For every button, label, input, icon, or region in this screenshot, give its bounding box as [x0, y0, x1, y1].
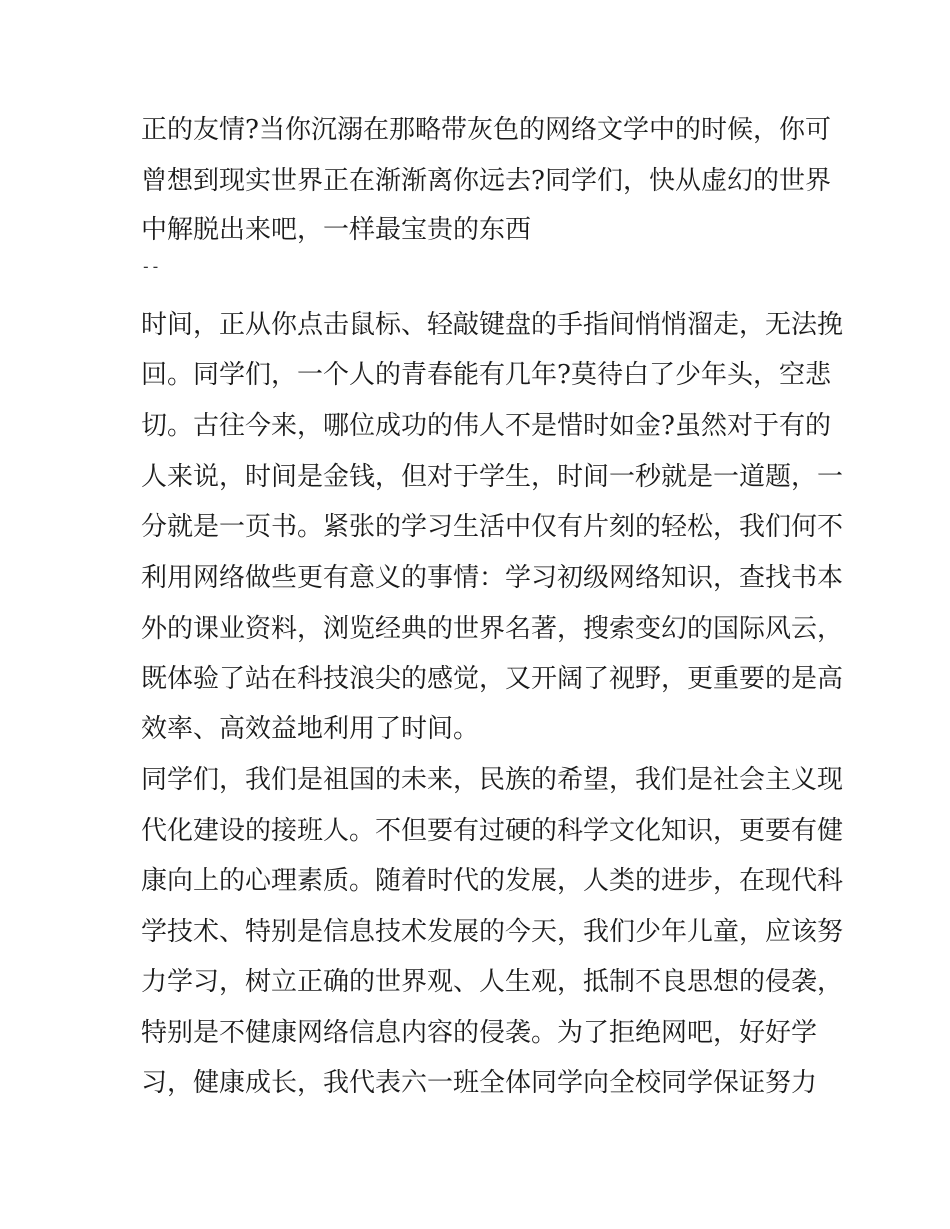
text-line: 特别是不健康网络信息内容的侵袭。为了拒绝网吧，好好学	[141, 1018, 818, 1048]
text-line: 学技术、特别是信息技术发展的今天，我们少年儿童，应该努	[141, 917, 844, 947]
text-line: 时间，正从你点击鼠标、轻敲键盘的手指间悄悄溜走，无法挽	[141, 310, 844, 340]
text-line: 利用网络做些更有意义的事情：学习初级网络知识，查找书本	[141, 563, 844, 593]
text-line: 中解脱出来吧，一样最宝贵的东西	[141, 215, 532, 245]
text-line: 既体验了站在科技浪尖的感觉，又开阔了视野，更重要的是高	[141, 664, 844, 694]
text-line: 人来说，时间是金钱，但对于学生，时间一秒就是一道题，一	[141, 462, 844, 492]
text-line: 习，健康成长，我代表六一班全体同学向全校同学保证努力	[141, 1068, 818, 1098]
text-line: 效率、高效益地利用了时间。	[141, 714, 480, 744]
text-line: 力学习，树立正确的世界观、人生观，抵制不良思想的侵袭，	[141, 967, 844, 997]
text-line: 康向上的心理素质。随着时代的发展，人类的进步，在现代科	[141, 866, 844, 896]
text-line: 曾想到现实世界正在渐渐离你远去?同学们，快从虚幻的世界	[141, 166, 831, 196]
separator-line: --	[141, 257, 161, 276]
text-line: 切。古往今来，哪位成功的伟人不是惜时如金?虽然对于有的	[141, 411, 831, 441]
text-line: 外的课业资料，浏览经典的世界名著，搜索变幻的国际风云，	[141, 614, 844, 644]
text-line: 分就是一页书。紧张的学习生活中仅有片刻的轻松，我们何不	[141, 512, 844, 542]
text-line: 代化建设的接班人。不但要有过硬的科学文化知识，更要有健	[141, 816, 844, 846]
text-line: 正的友情?当你沉溺在那略带灰色的网络文学中的时候，你可	[141, 115, 831, 145]
text-line: 同学们，我们是祖国的未来，民族的希望，我们是社会主义现	[141, 765, 844, 795]
text-line: 回。同学们，一个人的青春能有几年?莫待白了少年头，空悲	[141, 360, 831, 390]
